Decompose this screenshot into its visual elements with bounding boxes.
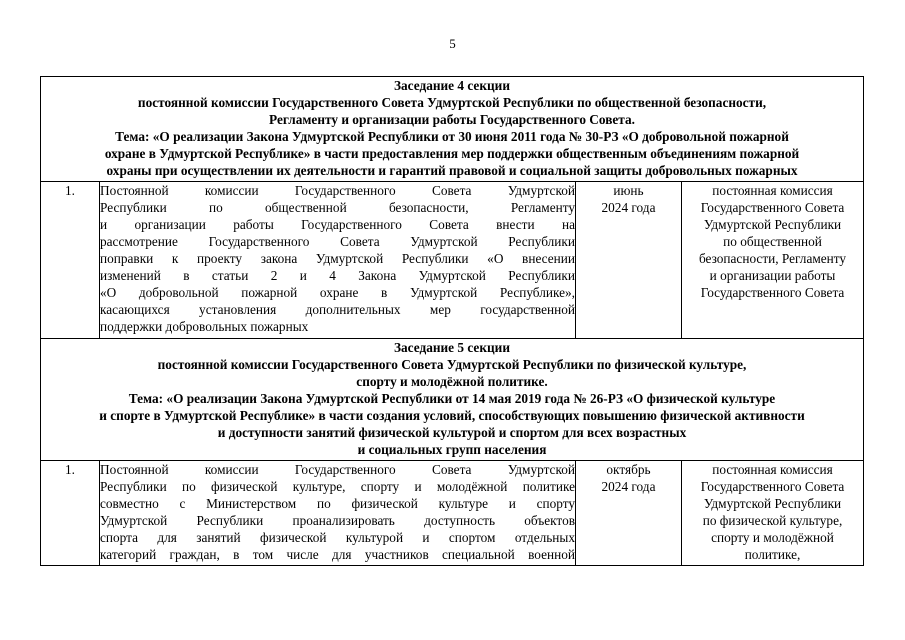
row-responsible-line: Удмуртской Республики (703, 217, 842, 232)
row-responsible-line: по физической культуре, (702, 513, 843, 528)
row-text-line: Постоянной комиссии Государственного Совета Удмуртской (100, 183, 575, 198)
section-header-line: Заседание 5 секции (394, 340, 510, 355)
section-header-line: постоянной комиссии Государственного Совета Удмуртской Республики по общественной безопасности, (137, 95, 767, 110)
row-text-line: поправки к проекту закона Удмуртской Республики «О внесении (100, 251, 575, 266)
row-text-line: изменений в статьи 2 и 4 Закона Удмуртской Республики (100, 268, 575, 283)
row-text-line: спорта для занятий физической культурой и спортом отдельных (100, 530, 575, 545)
row-date-line: 2024 года (601, 479, 656, 494)
plan-table (40, 76, 864, 566)
row-date (576, 461, 682, 566)
section-header-line: Тема: «О реализации Закона Удмуртской Республики от 30 июня 2011 года № 30-РЗ «О добровольной пожарной (115, 129, 789, 144)
row-date-line: июнь (613, 183, 644, 198)
section-header-row (41, 77, 864, 182)
row-date-line: 2024 года (601, 200, 656, 215)
row-text-line: поддержки добровольных пожарных (100, 319, 309, 334)
row-responsible-line: постоянная комиссия (712, 183, 833, 198)
row-date-line: октябрь (606, 462, 651, 477)
section-header (41, 339, 864, 461)
row-text-line: рассмотрение Государственного Совета Удмуртской Республики (100, 234, 575, 249)
row-responsible-line: Государственного Совета (700, 200, 845, 215)
section-header-line: и доступности занятий физической культурой и спортом для всех возрастных (217, 425, 687, 440)
row-responsible-line: по общественной (723, 234, 822, 249)
section-header-line: Заседание 4 секции (394, 78, 510, 93)
table-row (41, 182, 864, 339)
row-text-line: «О добровольной пожарной охране в Удмуртской Республике», (100, 285, 575, 300)
row-text-line: и организации работы Государственного Совета внести на (100, 217, 575, 232)
section-header-row (41, 339, 864, 461)
row-text-line: совместно с Министерством по физической культуре и спорту (100, 496, 575, 511)
row-text-line: категорий граждан, в том числе для участников специальной военной (100, 547, 575, 562)
section-header-line: Регламенту и организации работы Государственного Совета. (269, 112, 635, 127)
row-date (576, 182, 682, 339)
table-row (41, 461, 864, 566)
row-responsible-line: спорту и молодёжной (711, 530, 834, 545)
section-header (41, 77, 864, 182)
row-responsible-line: и организации работы (709, 268, 836, 283)
section-header-line: спорту и молодёжной политике. (356, 374, 548, 389)
section-header-line: охране в Удмуртской Республике» в части предоставления мер поддержки общественным объединениям пожарной (104, 146, 800, 161)
section-header-line: постоянной комиссии Государственного Совета Удмуртской Республики по физической культуре, (157, 357, 747, 372)
row-text-line: касающихся установления дополнительных мер государственной (100, 302, 575, 317)
row-text (100, 182, 576, 339)
row-number: 1. (41, 182, 100, 339)
row-responsible-line: безопасности, Регламенту (698, 251, 847, 266)
section-header-line: охраны при осуществлении их деятельности и гарантий правовой и социальной защиты добровольных пожарных (106, 163, 798, 178)
row-responsible-line: политике, (744, 547, 801, 562)
section-header-line: и социальных групп населения (357, 442, 547, 457)
row-responsible-line: постоянная комиссия (712, 462, 833, 477)
page-number: 5 (449, 36, 456, 51)
section-header-line: и спорте в Удмуртской Республике» в части создания условий, способствующих повышению физической активности (99, 408, 805, 423)
row-responsible (682, 461, 864, 566)
section-header-line: Тема: «О реализации Закона Удмуртской Республики от 14 мая 2019 года № 26-РЗ «О физической культуре (128, 391, 776, 406)
row-text-line: Удмуртской Республики проанализировать доступность объектов (100, 513, 575, 528)
row-responsible-line: Удмуртской Республики (703, 496, 842, 511)
row-text-line: Республики по общественной безопасности, Регламенту (100, 200, 575, 215)
row-text-line: Республики по физической культуре, спорту и молодёжной политике (100, 479, 575, 494)
row-responsible (682, 182, 864, 339)
row-text (100, 461, 576, 566)
row-responsible-line: Государственного Совета (700, 479, 845, 494)
row-text-line: Постоянной комиссии Государственного Совета Удмуртской (100, 462, 575, 477)
row-number: 1. (41, 461, 100, 566)
row-responsible-line: Государственного Совета (700, 285, 845, 300)
